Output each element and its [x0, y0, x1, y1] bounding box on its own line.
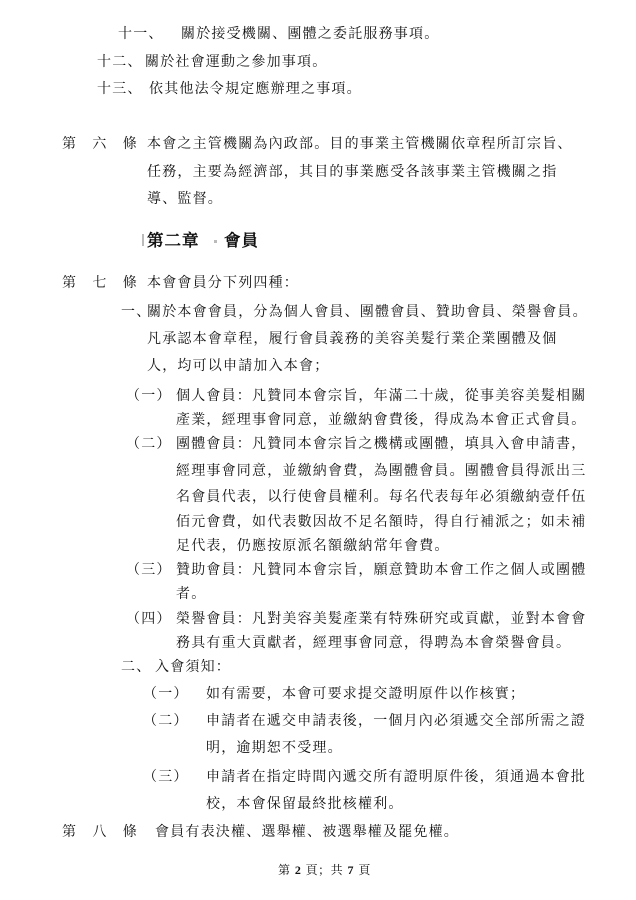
membership-note-3-number: （三） — [143, 769, 189, 785]
member-type-2-number: （二） — [126, 436, 172, 452]
member-type-2-line-5: 足代表，仍應按原派名額繳納常年會費。 — [176, 538, 450, 554]
membership-note-1-line-1: 如有需要，本會可要求提交證明原件以作核實； — [206, 686, 526, 702]
article-8-text: 會員有表決權、選舉權、被選舉權及罷免權。 — [155, 824, 459, 840]
member-type-3-line-1: 贊助會員：凡贊同本會宗旨，願意贊助本會工作之個人或團體 — [176, 562, 587, 578]
article-6-line-2: 任務，主要為經濟部，其目的事業應受各該事業主管機關之指 — [147, 164, 558, 180]
item-12-number: 十二、 — [97, 54, 143, 70]
article-6-label: 第 六 條 — [62, 136, 138, 152]
page-footer — [278, 860, 371, 880]
article-7-section-1-number: 一、 — [121, 304, 152, 320]
article-7-section-2-title: 入會須知： — [155, 659, 231, 675]
member-type-1-line-2: 產業，經理事會同意，並繳納會費後，得成為本會正式會員。 — [176, 412, 587, 428]
member-type-2-line-2: 經理事會同意，並繳納會費，為團體會員。團體會員得派出三 — [176, 463, 587, 479]
member-type-2-line-1: 團體會員：凡贊同本會宗旨之機構或團體，填具入會申請書， — [176, 436, 587, 452]
membership-note-2-number: （二） — [143, 713, 189, 729]
article-6-line-1: 本會之主管機關為內政部。目的事業主管機關依章程所訂宗旨、 — [147, 136, 573, 152]
footer-total-pages: 7 — [347, 863, 355, 877]
member-type-1-line-1: 個人會員：凡贊同本會宗旨，年滿二十歲，從事美容美髮相關 — [176, 388, 587, 404]
item-11-text: 關於接受機關、團體之委託服務事項。 — [181, 26, 440, 42]
membership-note-3-line-1: 申請者在指定時間內遞交所有證明原件後，須通過本會批 — [206, 769, 586, 785]
article-7-label: 第 七 條 — [62, 275, 138, 291]
member-type-1-number: （一） — [126, 388, 172, 404]
item-11-number: 十一、 — [118, 26, 164, 42]
membership-note-3-line-2: 校，本會保留最終批核權利。 — [206, 796, 404, 812]
article-7-section-1-line-3: 人，均可以申請加入本會； — [147, 358, 330, 374]
footer-prefix: 第 — [278, 863, 291, 877]
member-type-4-line-2: 務具有重大貢獻者，經理事會同意，得聘為本會榮譽會員。 — [176, 635, 572, 651]
member-type-3-line-2: 者。 — [176, 586, 207, 602]
article-7-intro: 本會會員分下列四種： — [147, 275, 299, 291]
chapter-title: 會員 — [224, 231, 259, 250]
chapter-number: 第二章 — [147, 231, 200, 250]
footer-suffix: 頁 — [358, 863, 371, 877]
article-7-section-2-number: 二、 — [121, 659, 152, 675]
member-type-2-line-4: 佰元會費，如代表數因故不足名額時，得自行補派之；如未補 — [176, 514, 587, 530]
item-13-text: 依其他法令規定應辦理之事項。 — [149, 81, 362, 97]
article-7-section-1-line-1: 關於本會會員，分為個人會員、團體會員、贊助會員、榮譽會員。 — [147, 304, 588, 320]
article-8-label: 第 八 條 — [62, 824, 138, 840]
chapter-heading-marker — [142, 234, 144, 246]
article-6-line-3: 導、監督。 — [147, 191, 223, 207]
footer-page-number: 2 — [294, 863, 302, 877]
item-13-number: 十三、 — [97, 81, 143, 97]
member-type-3-number: （三） — [126, 562, 172, 578]
article-7-section-1-line-2: 凡承認本會章程，履行會員義務的美容美髮行業企業團體及個 — [147, 331, 558, 347]
membership-note-2-line-2: 明，逾期恕不受理。 — [206, 740, 343, 756]
chapter-heading-dot — [214, 240, 217, 243]
member-type-4-number: （四） — [126, 611, 172, 627]
membership-note-1-number: （一） — [143, 686, 189, 702]
member-type-2-line-3: 名會員代表，以行使會員權利。每名代表每年必須繳納壹仟伍 — [176, 489, 587, 505]
item-12-text: 關於社會運動之參加事項。 — [145, 54, 328, 70]
footer-middle: 頁；共 — [305, 863, 344, 877]
member-type-4-line-1: 榮譽會員：凡對美容美髮產業有特殊研究或貢獻，並對本會會 — [176, 611, 587, 627]
membership-note-2-line-1: 申請者在遞交申請表後，一個月內必須遞交全部所需之證 — [206, 713, 586, 729]
